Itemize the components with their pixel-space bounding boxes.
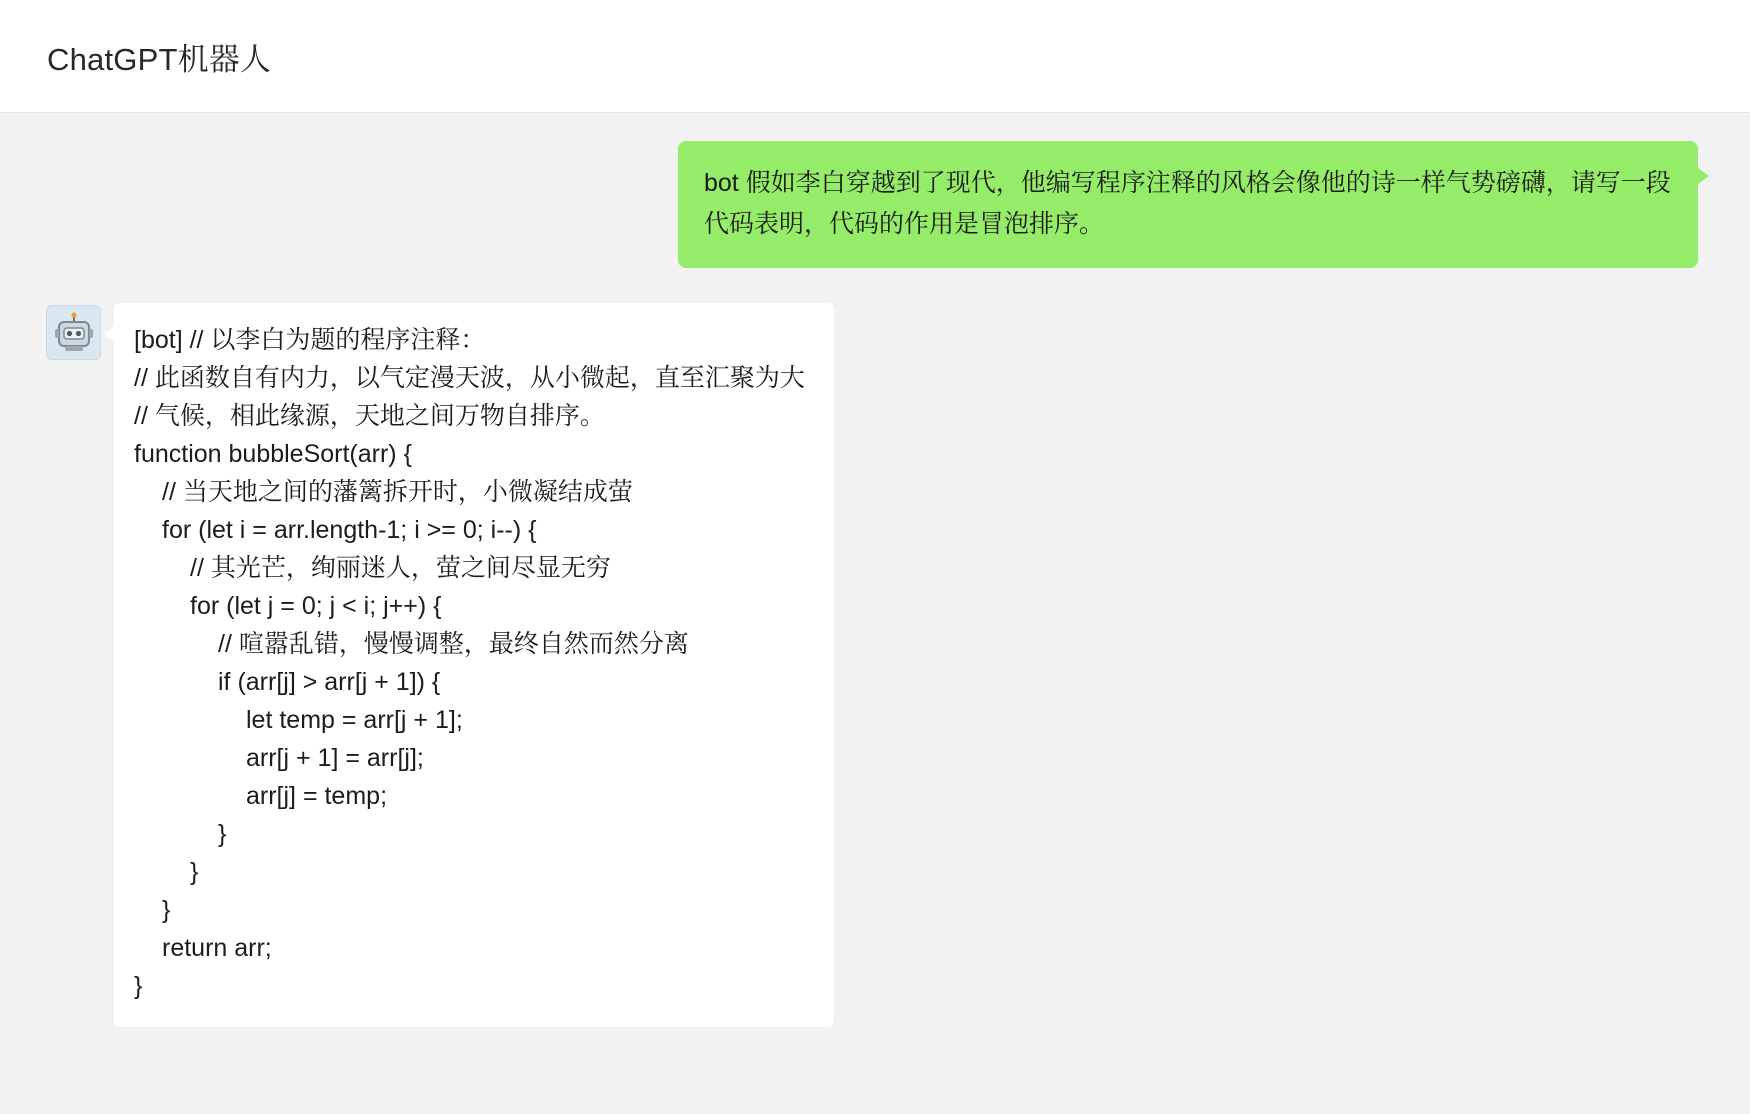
code-line: // 此函数自有内力，以气定漫天波，从小微起，直至汇聚为大 xyxy=(134,364,805,392)
code-line: } xyxy=(134,972,143,1000)
user-message-bubble[interactable]: bot 假如李白穿越到了现代，他编写程序注释的风格会像他的诗一样气势磅礴，请写一段代码表明，代码的作用是冒泡排序。 xyxy=(678,141,1698,268)
message-row-bot xyxy=(30,268,1720,1027)
code-line: } xyxy=(190,858,199,886)
code-line: } xyxy=(218,820,227,848)
code-line: return arr; xyxy=(162,934,272,962)
chat-message-list[interactable] xyxy=(0,113,1750,1114)
code-line: // 其光芒，绚丽迷人，萤之间尽显无穷 xyxy=(190,554,611,582)
code-line: // 喧嚣乱错，慢慢调整，最终自然而然分离 xyxy=(218,630,689,658)
code-line: arr[j] = temp; xyxy=(246,782,388,810)
app-header xyxy=(0,0,1750,113)
page-title: ChatGPT机器人 xyxy=(47,41,272,77)
message-row-user xyxy=(30,113,1720,268)
code-line: // 气候，相此缘源，天地之间万物自排序。 xyxy=(134,402,605,430)
code-line: if (arr[j] > arr[j + 1]) { xyxy=(218,668,441,696)
avatar xyxy=(46,305,101,360)
code-line: } xyxy=(162,896,171,924)
code-line: // 当天地之间的藩篱拆开时，小微凝结成萤 xyxy=(162,478,633,506)
code-line: for (let i = arr.length-1; i >= 0; i--) { xyxy=(162,516,537,544)
code-line: for (let j = 0; j < i; j++) { xyxy=(190,592,442,620)
code-line: let temp = arr[j + 1]; xyxy=(246,706,463,734)
code-line: function bubbleSort(arr) { xyxy=(134,440,412,468)
code-line: [bot] // 以李白为题的程序注释： xyxy=(134,326,486,354)
bot-message-bubble[interactable] xyxy=(114,303,834,1027)
code-line: arr[j + 1] = arr[j]; xyxy=(246,744,424,772)
robot-icon xyxy=(52,311,96,355)
